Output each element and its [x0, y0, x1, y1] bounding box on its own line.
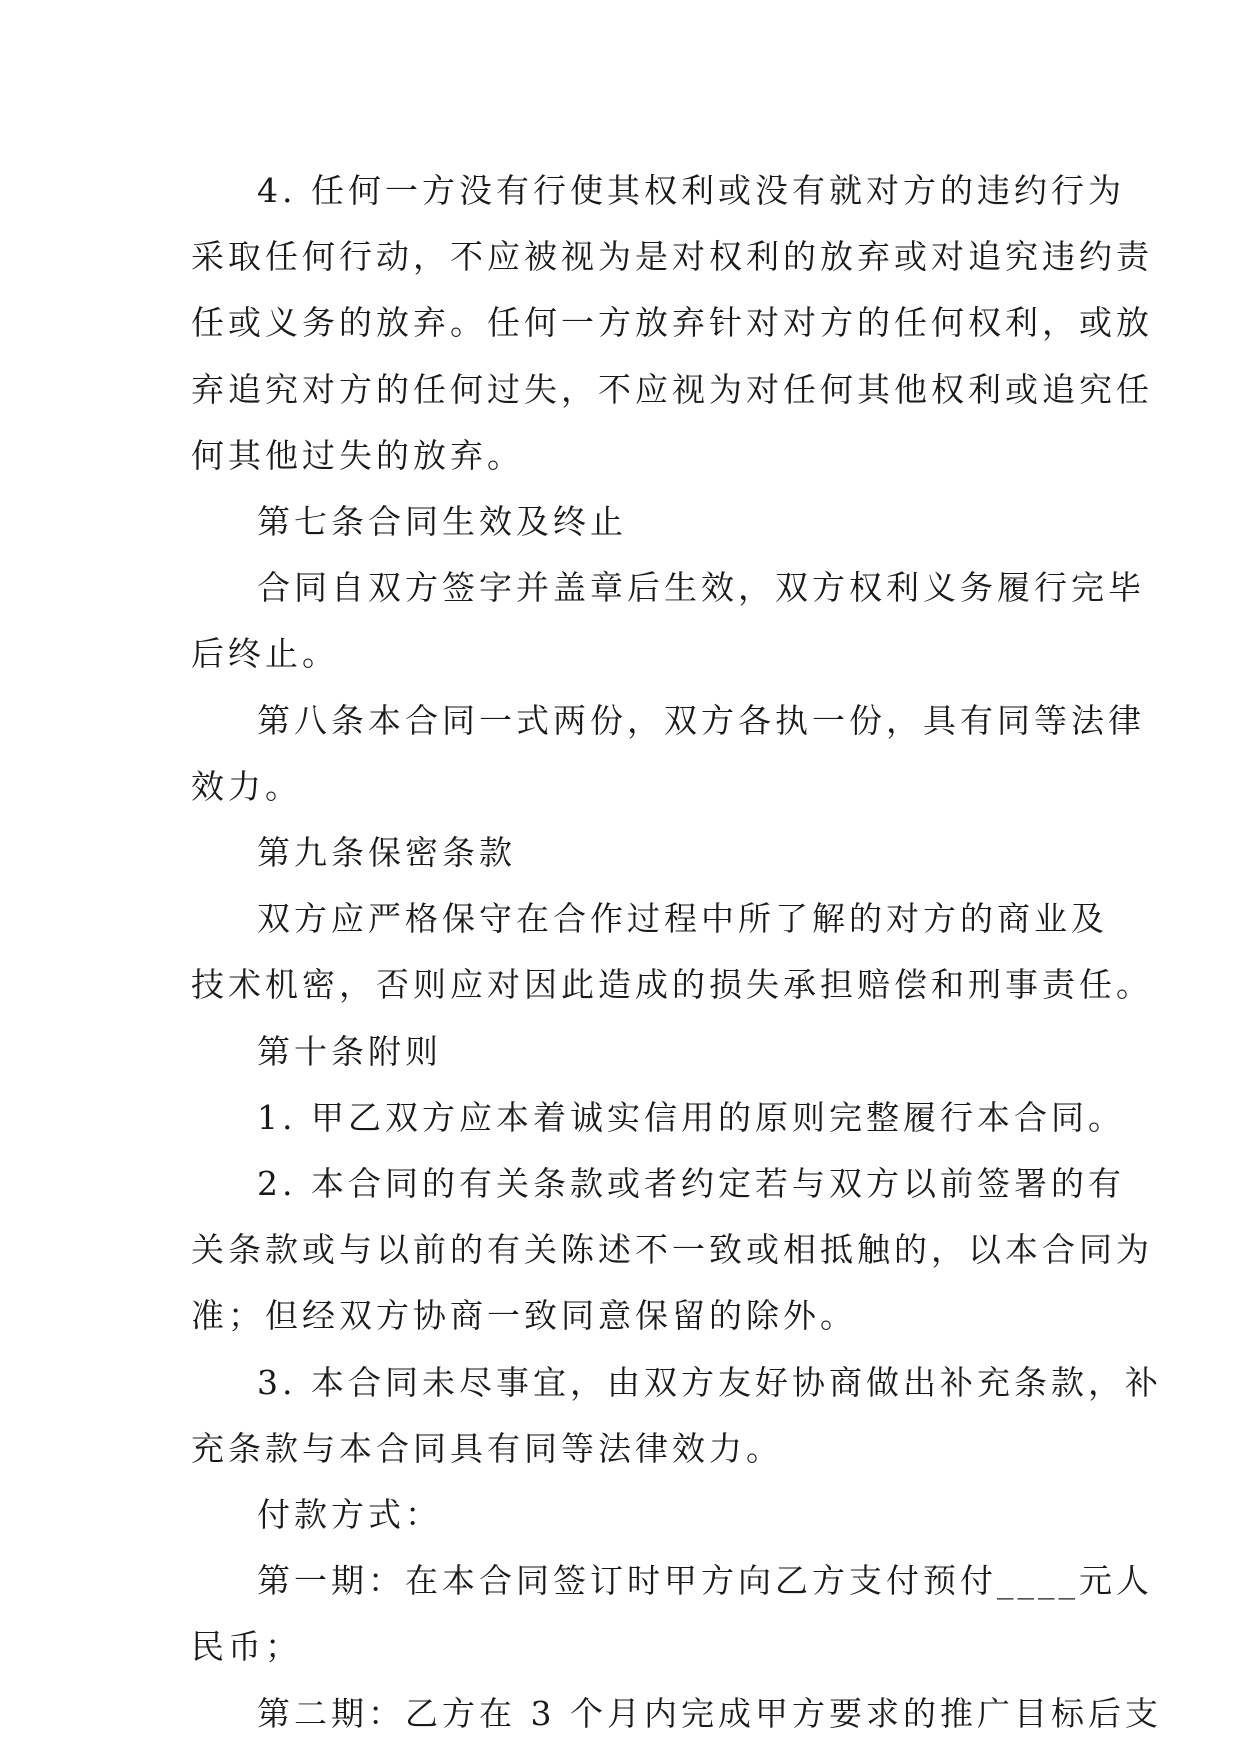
document-line: 第十条附则 [257, 1031, 442, 1071]
document-line: 第九条保密条款 [257, 833, 516, 873]
document-line: 第七条合同生效及终止 [257, 502, 627, 542]
document-line: 双方应严格保守在合作过程中所了解的对方的商业及 [257, 899, 1108, 939]
document-line: 1. 甲乙双方应本着诚实信用的原则完整履行本合同。 [257, 1097, 1125, 1137]
document-line: 技术机密，否则应对因此造成的损失承担赔偿和刑事责任。 [191, 965, 1153, 1005]
document-line: 何其他过失的放弃。 [191, 435, 524, 475]
document-line: 准；但经双方协商一致同意保留的除外。 [191, 1296, 857, 1336]
document-line: 采取任何行动，不应被视为是对权利的放弃或对追究违约责 [191, 237, 1153, 277]
document-line: 2. 本合同的有关条款或者约定若与双方以前签署的有 [257, 1164, 1125, 1204]
document-line: 第二期：乙方在 3 个月内完成甲方要求的推广目标后支 [257, 1693, 1162, 1733]
document-line: 后终止。 [191, 634, 339, 674]
document-line: 4. 任何一方没有行使其权利或没有就对方的违约行为 [257, 171, 1125, 210]
document-line: 付款方式： [257, 1495, 442, 1535]
document-line: 第八条本合同一式两份，双方各执一份，具有同等法律 [257, 700, 1145, 740]
document-line: 合同自双方签字并盖章后生效，双方权利义务履行完毕 [257, 568, 1145, 608]
document-line: 任或义务的放弃。任何一方放弃针对对方的任何权利，或放 [191, 303, 1153, 343]
document-line: 弃追究对方的任何过失，不应视为对任何其他权利或追究任 [191, 369, 1153, 409]
document-line: 民币； [191, 1627, 302, 1667]
document-line: 关条款或与以前的有关陈述不一致或相抵触的，以本合同为 [191, 1230, 1153, 1270]
document-line: 效力。 [191, 766, 302, 806]
document-line: 3. 本合同未尽事宜，由双方友好协商做出补充条款，补 [257, 1362, 1162, 1402]
document-line: 充条款与本合同具有同等法律效力。 [191, 1428, 783, 1468]
document-body [191, 158, 1162, 1747]
document-line: 第一期：在本合同签订时甲方向乙方支付预付____元人 [257, 1561, 1153, 1601]
